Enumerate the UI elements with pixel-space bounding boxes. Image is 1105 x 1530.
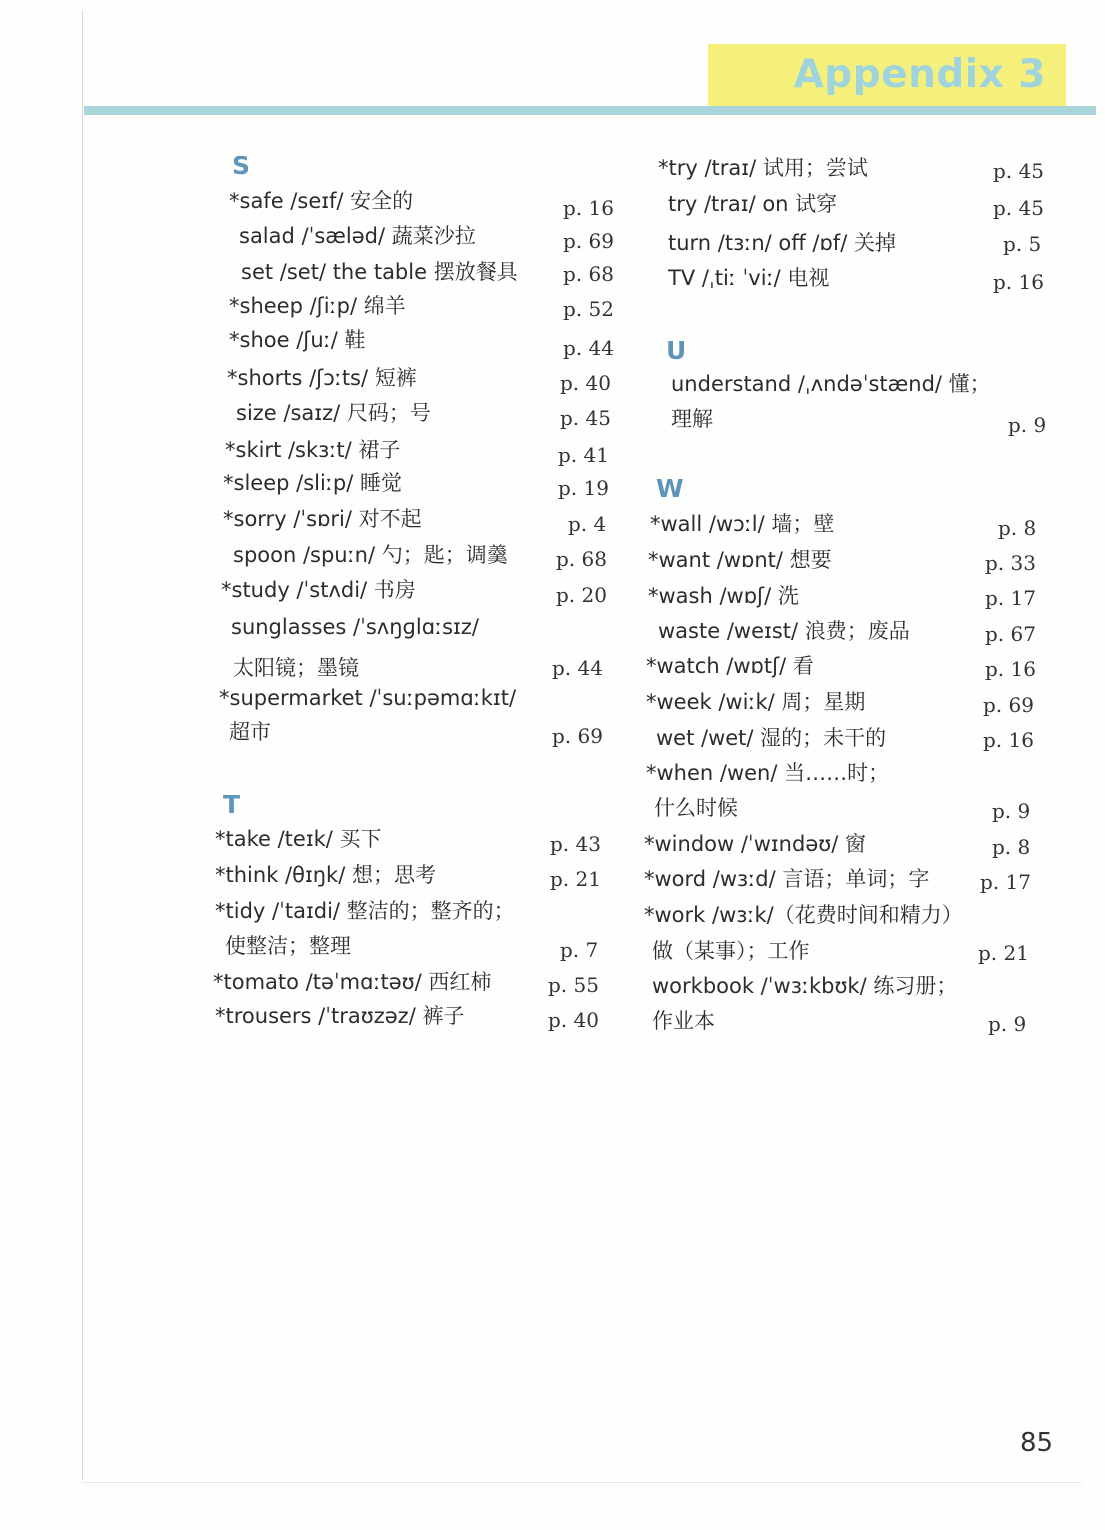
entry-waste: waste /weɪst/ 浪费；废品: [658, 619, 910, 643]
entry-sheep: *sheep /ʃiːp/ 绵羊: [229, 294, 406, 318]
entry-supermarket-page: p. 69: [552, 724, 603, 748]
entry-study: *study /ˈstʌdi/ 书房: [221, 578, 416, 602]
entry-tidy: *tidy /ˈtaɪdi/ 整洁的；整齐的；: [215, 899, 515, 923]
entry-work-meaning: 做（某事）；工作: [652, 939, 810, 963]
entry-sheep-page: p. 52: [563, 297, 614, 321]
entry-try: *try /traɪ/ 试用；尝试: [658, 156, 868, 180]
entry-try-on: try /traɪ/ on 试穿: [668, 192, 838, 216]
entry-tidy-page: p. 7: [560, 938, 599, 962]
entry-window: *window /ˈwɪndəʊ/ 窗: [644, 832, 866, 856]
entry-trousers: *trousers /ˈtraʊzəz/ 裤子: [215, 1004, 465, 1028]
entry-wall-page: p. 8: [998, 516, 1037, 540]
entry-wet: wet /wet/ 湿的；未干的: [656, 726, 887, 750]
entry-sleep: *sleep /sliːp/ 睡觉: [223, 471, 402, 495]
entry-work: *work /wɜːk/（花费时间和精力）: [644, 903, 963, 927]
entry-tomato-page: p. 55: [548, 973, 599, 997]
entry-set-the-table-page: p. 68: [563, 262, 614, 286]
entry-tv-page: p. 16: [993, 270, 1044, 294]
entry-safe: *safe /seɪf/ 安全的: [229, 189, 414, 213]
entry-tomato: *tomato /təˈmɑːtəʊ/ 西红柿: [213, 970, 492, 994]
entry-size: size /saɪz/ 尺码；号: [236, 401, 431, 425]
page-number: 85: [1020, 1428, 1054, 1458]
entry-when-page: p. 9: [992, 799, 1031, 823]
entry-shoe-page: p. 44: [563, 336, 614, 360]
entry-understand: understand /ˌʌndəˈstænd/ 懂；: [671, 372, 991, 396]
entry-salad: salad /ˈsæləd/ 蔬菜沙拉: [239, 224, 476, 248]
entry-try-page: p. 45: [993, 159, 1044, 183]
entry-word-page: p. 17: [980, 870, 1031, 894]
entry-take: *take /teɪk/ 买下: [215, 827, 382, 851]
section-letter-s: S: [232, 151, 251, 180]
entry-watch: *watch /wɒtʃ/ 看: [646, 654, 814, 678]
entry-safe-page: p. 16: [563, 196, 614, 220]
page-bottom-edge: [82, 1482, 1082, 1483]
entry-set-the-table: set /set/ the table 摆放餐具: [241, 260, 518, 284]
entry-understand-page: p. 9: [1008, 413, 1047, 437]
entry-skirt: *skirt /skɜːt/ 裙子: [225, 438, 401, 462]
entry-sorry: *sorry /ˈsɒri/ 对不起: [223, 507, 422, 531]
entry-shorts: *shorts /ʃɔːts/ 短裤: [227, 366, 417, 390]
entry-window-page: p. 8: [992, 835, 1031, 859]
entry-when: *when /wen/ 当……时；: [646, 761, 890, 785]
entry-spoon: spoon /spuːn/ 勺；匙；调羹: [233, 543, 508, 567]
appendix-title: Appendix 3: [793, 52, 1046, 97]
entry-turn-off: turn /tɜːn/ off /ɒf/ 关掉: [668, 231, 896, 255]
entry-sorry-page: p. 4: [568, 512, 607, 536]
entry-take-page: p. 43: [550, 832, 601, 856]
entry-sunglasses: sunglasses /ˈsʌŋɡlɑːsɪz/: [231, 615, 479, 639]
entry-salad-page: p. 69: [563, 229, 614, 253]
entry-want-page: p. 33: [985, 551, 1036, 575]
section-letter-w: W: [656, 474, 684, 503]
header-rule: [84, 106, 1096, 115]
page-left-edge: [82, 10, 83, 1480]
section-letter-u: U: [666, 336, 687, 365]
entry-understand-meaning: 理解: [671, 407, 713, 431]
entry-supermarket: *supermarket /ˈsuːpəmɑːkɪt/: [219, 686, 517, 710]
entry-think-page: p. 21: [550, 867, 601, 891]
entry-workbook-meaning: 作业本: [652, 1009, 715, 1033]
entry-word: *word /wɜːd/ 言语；单词；字: [644, 867, 930, 891]
entry-workbook-page: p. 9: [988, 1012, 1027, 1036]
entry-turn-off-page: p. 5: [1003, 232, 1042, 256]
section-letter-t: T: [223, 790, 241, 819]
entry-sunglasses-meaning: 太阳镜；墨镜: [233, 656, 359, 680]
entry-workbook: workbook /ˈwɜːkbʊk/ 练习册；: [652, 974, 958, 998]
entry-week-page: p. 69: [983, 693, 1034, 717]
entry-wet-page: p. 16: [983, 728, 1034, 752]
entry-shorts-page: p. 40: [560, 371, 611, 395]
entry-trousers-page: p. 40: [548, 1008, 599, 1032]
entry-work-page: p. 21: [978, 941, 1029, 965]
entry-wall: *wall /wɔːl/ 墙；壁: [650, 512, 835, 536]
entry-when-meaning: 什么时候: [654, 796, 738, 820]
entry-think: *think /θɪŋk/ 想；思考: [215, 863, 436, 887]
entry-waste-page: p. 67: [985, 622, 1036, 646]
entry-try-on-page: p. 45: [993, 196, 1044, 220]
entry-wash-page: p. 17: [985, 586, 1036, 610]
entry-sleep-page: p. 19: [558, 476, 609, 500]
entry-skirt-page: p. 41: [558, 443, 609, 467]
entry-size-page: p. 45: [560, 406, 611, 430]
entry-study-page: p. 20: [556, 583, 607, 607]
entry-shoe: *shoe /ʃuː/ 鞋: [229, 328, 366, 352]
entry-spoon-page: p. 68: [556, 547, 607, 571]
appendix-tab: [708, 44, 1066, 106]
entry-tv: TV /ˌtiː ˈviː/ 电视: [668, 266, 830, 290]
entry-wash: *wash /wɒʃ/ 洗: [648, 584, 799, 608]
entry-week: *week /wiːk/ 周；星期: [646, 690, 866, 714]
entry-watch-page: p. 16: [985, 657, 1036, 681]
entry-supermarket-meaning: 超市: [229, 720, 271, 744]
entry-tidy-meaning: 使整洁；整理: [225, 934, 351, 958]
entry-want: *want /wɒnt/ 想要: [648, 548, 832, 572]
entry-sunglasses-page: p. 44: [552, 656, 603, 680]
